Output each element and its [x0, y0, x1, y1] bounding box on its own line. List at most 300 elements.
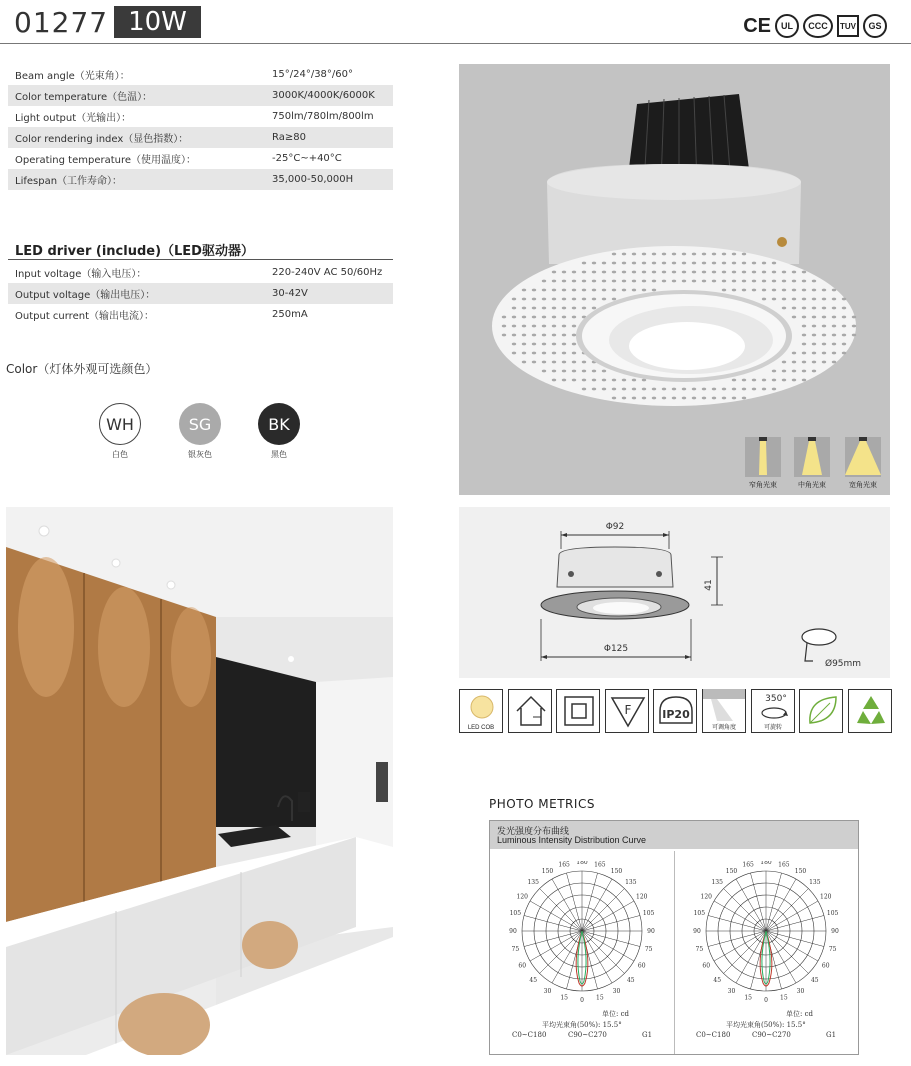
color-options-title: Color（灯体外观可选颜色） [6, 362, 158, 376]
adjustable-angle-icon [702, 689, 746, 733]
dimension-drawing-panel [459, 507, 890, 678]
perforation-hole [542, 334, 546, 337]
color-swatch-label: 白色 [112, 450, 128, 459]
perforation-hole [822, 361, 826, 364]
polar-angle-label: 105 [693, 910, 706, 918]
polar-spoke [530, 931, 582, 961]
spec-label: Input voltage（输入电压）： [15, 269, 147, 280]
perforation-hole [742, 280, 746, 283]
spec-value: 220-240V AC 50/60Hz [272, 267, 383, 278]
perforation-hole [622, 379, 626, 382]
perforation-hole [832, 316, 836, 319]
perforation-hole [712, 262, 716, 265]
perforation-hole [532, 316, 536, 319]
f-mark-icon [605, 689, 649, 733]
perforation-hole [752, 271, 756, 274]
perforation-hole [502, 325, 506, 328]
spec-row [8, 262, 393, 283]
polar-angle-label: 135 [625, 879, 637, 887]
perforation-hole [822, 334, 826, 337]
perforation-hole [512, 298, 516, 301]
spec-label: Color temperature（色温）： [15, 92, 153, 103]
polar-angle-label: 180 [576, 861, 588, 866]
perforation-hole [712, 253, 716, 256]
feature-label: 可旋转 [763, 725, 782, 731]
perforation-hole [732, 262, 736, 265]
perforation-hole [622, 289, 626, 292]
polar-angle-label: 0 [764, 997, 768, 1004]
polar-spoke [582, 931, 640, 947]
perforation-hole [572, 316, 576, 319]
polar-spoke [708, 915, 766, 931]
perforation-hole [842, 307, 846, 310]
perforation-hole [542, 307, 546, 310]
perforation-hole [622, 253, 626, 256]
polar-angle-label: 60 [637, 962, 646, 970]
polar-angle-label: 0 [580, 997, 584, 1004]
perforation-hole [712, 388, 716, 391]
perforation-hole [562, 289, 566, 292]
dimension-drawing [459, 507, 890, 678]
perforation-hole [732, 379, 736, 382]
polar-spoke [724, 931, 766, 973]
perforation-hole [692, 253, 696, 256]
spec-label: Output voltage（输出电压）： [15, 290, 156, 301]
polar-spoke [582, 879, 612, 931]
perforation-hole [522, 316, 526, 319]
perforation-hole [782, 361, 786, 364]
perforation-hole [542, 289, 546, 292]
perforation-hole [552, 325, 556, 328]
legend-c90: C90~C270 [752, 1031, 791, 1039]
polar-angle-label: 90 [509, 928, 517, 935]
perforation-hole [562, 325, 566, 328]
perforation-hole [642, 262, 646, 265]
certification-marks [743, 14, 887, 38]
polar-angle-label: 45 [626, 976, 635, 984]
perforation-hole [782, 307, 786, 310]
color-swatch-black: BK [258, 403, 300, 445]
perforation-hole [652, 289, 656, 292]
spec-row [8, 127, 393, 148]
perforation-hole [612, 262, 616, 265]
perforation-hole [652, 397, 656, 400]
gs-mark-icon: GS [863, 14, 887, 38]
perforation-hole [512, 307, 516, 310]
polar-angle-label: 15 [560, 994, 568, 1002]
polar-angle-label: 150 [541, 868, 554, 876]
perforation-hole [522, 298, 526, 301]
chart-divider [674, 851, 675, 1054]
perforation-hole [512, 325, 516, 328]
perforation-hole [522, 307, 526, 310]
perforation-hole [542, 298, 546, 301]
spec-label: Light output（光输出）： [15, 113, 132, 124]
perforation-hole [852, 325, 856, 328]
perforation-hole [572, 289, 576, 292]
perforation-hole [732, 271, 736, 274]
perforation-hole [562, 307, 566, 310]
perforation-hole [752, 280, 756, 283]
perforation-hole [682, 280, 686, 283]
perforation-hole [682, 262, 686, 265]
perforation-hole [782, 280, 786, 283]
beam-narrow-label: 窄角光束 [749, 482, 777, 489]
polar-angle-label: 30 [796, 987, 805, 995]
perforation-hole [632, 262, 636, 265]
power-badge: 10W [114, 6, 201, 38]
perforation-hole [812, 289, 816, 292]
perforation-hole [602, 298, 606, 301]
spec-table [8, 64, 393, 190]
polar-angle-label: 45 [810, 976, 819, 984]
perforation-hole [672, 253, 676, 256]
perforation-hole [772, 289, 776, 292]
perforation-hole [692, 397, 696, 400]
header-divider [0, 43, 911, 44]
perforation-hole [842, 298, 846, 301]
polar-angle-label: 135 [809, 879, 821, 887]
perforation-hole [822, 289, 826, 292]
driver-section-title: LED driver (include)（LED驱动器） [15, 244, 254, 259]
perforation-hole [762, 280, 766, 283]
downlight-product-image [459, 64, 890, 495]
perforation-hole [622, 280, 626, 283]
perforation-hole [772, 388, 776, 391]
spec-value: 30-42V [272, 288, 308, 299]
perforation-hole [772, 298, 776, 301]
perforation-hole [722, 262, 726, 265]
polar-spoke [582, 873, 598, 931]
perforation-hole [622, 262, 626, 265]
spec-value: Ra≥80 [272, 132, 306, 143]
perforation-hole [532, 325, 536, 328]
perforation-hole [582, 262, 586, 265]
perforation-hole [702, 397, 706, 400]
perforation-hole [572, 379, 576, 382]
photo-metrics-panel [489, 820, 859, 1055]
perforation-hole [682, 397, 686, 400]
perforation-hole [792, 307, 796, 310]
perforation-hole [522, 325, 526, 328]
perforation-hole [832, 289, 836, 292]
perforation-hole [592, 370, 596, 373]
led-cob-icon [459, 689, 503, 733]
curve-code: G1 [826, 1031, 837, 1039]
perforation-hole [602, 289, 606, 292]
perforation-hole [842, 316, 846, 319]
perforation-hole [802, 271, 806, 274]
polar-spoke [708, 931, 766, 947]
perforation-hole [632, 280, 636, 283]
perforation-hole [562, 298, 566, 301]
perforation-hole [742, 262, 746, 265]
perforation-hole [822, 316, 826, 319]
polar-angle-label: 165 [778, 861, 790, 869]
perforation-hole [792, 379, 796, 382]
color-swatch-white: WH [99, 403, 141, 445]
ip20-icon [653, 689, 697, 733]
perforation-hole [822, 352, 826, 355]
polar-spoke [540, 931, 582, 973]
perforation-hole [592, 379, 596, 382]
perforation-hole [612, 388, 616, 391]
beam-angle-note: 平均光束角(50%): 15.5° [726, 1021, 806, 1029]
perforation-hole [632, 379, 636, 382]
polar-spoke [524, 915, 582, 931]
polar-angle-label: 45 [713, 976, 722, 984]
perforation-hole [552, 289, 556, 292]
perforation-hole [522, 289, 526, 292]
perforation-hole [672, 397, 676, 400]
perforation-hole [802, 298, 806, 301]
perforation-hole [802, 334, 806, 337]
perforation-hole [842, 352, 846, 355]
polar-angle-label: 45 [529, 976, 538, 984]
perforation-hole [572, 352, 576, 355]
perforation-hole [532, 361, 536, 364]
polar-spoke [766, 873, 782, 931]
perforation-hole [602, 370, 606, 373]
perforation-hole [522, 352, 526, 355]
polar-angle-label: 60 [518, 962, 527, 970]
perforation-hole [592, 289, 596, 292]
perforation-hole [762, 388, 766, 391]
perforation-hole [792, 361, 796, 364]
perforation-hole [572, 280, 576, 283]
perforation-hole [632, 289, 636, 292]
polar-spoke [540, 889, 582, 931]
perforation-hole [642, 271, 646, 274]
polar-spoke [766, 901, 818, 931]
perforation-hole [602, 262, 606, 265]
tuv-mark-icon: TUV [837, 15, 859, 37]
polar-spoke [582, 915, 640, 931]
perforation-hole [692, 271, 696, 274]
polar-spoke [582, 889, 624, 931]
polar-angle-label: 75 [695, 945, 704, 953]
polar-angle-label: 120 [820, 893, 832, 901]
perforation-hole [732, 388, 736, 391]
perforation-hole [552, 343, 556, 346]
polar-angle-label: 105 [642, 910, 655, 918]
perforation-hole [772, 379, 776, 382]
perforation-hole [742, 253, 746, 256]
perforation-hole [552, 370, 556, 373]
perforation-hole [652, 280, 656, 283]
perforation-hole [792, 352, 796, 355]
perforation-hole [692, 280, 696, 283]
perforation-hole [762, 298, 766, 301]
perforation-hole [512, 352, 516, 355]
polar-angle-label: 135 [527, 879, 539, 887]
spec-label: Beam angle（光束角）： [15, 71, 130, 82]
polar-angle-label: 120 [700, 893, 712, 901]
perforation-hole [612, 271, 616, 274]
polar-spoke [524, 931, 582, 947]
perforation-hole [772, 280, 776, 283]
perforation-hole [552, 352, 556, 355]
perforation-hole [642, 397, 646, 400]
perforation-hole [562, 316, 566, 319]
perforation-hole [512, 316, 516, 319]
spec-row [8, 304, 393, 325]
polar-spoke [766, 879, 796, 931]
spec-value: -25°C~+40°C [272, 153, 342, 164]
perforation-hole [552, 307, 556, 310]
ce-mark-icon: CE [743, 14, 771, 37]
perforation-hole [682, 253, 686, 256]
perforation-hole [772, 271, 776, 274]
perforation-hole [582, 289, 586, 292]
photo-metrics-title: PHOTO METRICS [489, 797, 595, 811]
perforation-hole [582, 307, 586, 310]
perforation-hole [552, 271, 556, 274]
spec-row [8, 106, 393, 127]
perforation-hole [652, 253, 656, 256]
polar-angle-label: 165 [742, 861, 754, 869]
perforation-hole [632, 253, 636, 256]
perforation-hole [742, 397, 746, 400]
perforation-hole [702, 388, 706, 391]
perforation-hole [742, 289, 746, 292]
perforation-hole [722, 253, 726, 256]
perforation-hole [582, 298, 586, 301]
spec-label: Output current（输出电流）： [15, 311, 154, 322]
perforation-hole [572, 370, 576, 373]
perforation-hole [752, 388, 756, 391]
perforation-hole [752, 262, 756, 265]
beam-medium-label: 中角光束 [798, 482, 826, 489]
driver-spec-table [8, 262, 393, 325]
perforation-hole [792, 289, 796, 292]
perforation-hole [812, 370, 816, 373]
perforation-hole [712, 280, 716, 283]
polar-angle-label: 105 [826, 910, 839, 918]
perforation-hole [762, 262, 766, 265]
perforation-hole [652, 271, 656, 274]
color-swatch-label: 黑色 [271, 450, 287, 459]
polar-spoke [714, 901, 766, 931]
perforation-hole [782, 271, 786, 274]
perforation-hole [722, 289, 726, 292]
perforation-hole [762, 289, 766, 292]
perforation-hole [802, 316, 806, 319]
perforation-hole [662, 397, 666, 400]
perforation-hole [842, 343, 846, 346]
spec-value: 750lm/780lm/800lm [272, 111, 374, 122]
spec-row [8, 169, 393, 190]
polar-angle-label: 90 [831, 928, 839, 935]
polar-angle-label: 30 [543, 987, 552, 995]
perforation-hole [662, 280, 666, 283]
legend-c0: C0~C180 [696, 1031, 731, 1039]
perforation-hole [842, 325, 846, 328]
perforation-hole [512, 343, 516, 346]
feature-label: 可调角度 [711, 725, 736, 731]
perforation-hole [532, 307, 536, 310]
class-ii-icon [556, 689, 600, 733]
perforation-hole [652, 388, 656, 391]
driver-divider [8, 259, 393, 260]
spec-label: Color rendering index（显色指数）： [15, 134, 189, 145]
perforation-hole [832, 325, 836, 328]
polar-angle-label: 15 [780, 994, 788, 1002]
perforation-hole [612, 253, 616, 256]
perforation-hole [582, 370, 586, 373]
perforation-hole [592, 388, 596, 391]
svg-text:F: F [624, 703, 632, 717]
perforation-hole [792, 271, 796, 274]
bottom-diameter-label: Φ125 [603, 644, 629, 654]
perforation-hole [802, 379, 806, 382]
polar-angle-label: 75 [511, 945, 520, 953]
leaf-icon [799, 689, 843, 733]
perforation-hole [742, 388, 746, 391]
polar-spoke [766, 889, 808, 931]
top-diameter-label: Φ92 [605, 522, 625, 532]
curve-title-cn: 发光强度分布曲线 [497, 826, 570, 836]
perforation-hole [542, 316, 546, 319]
perforation-hole [722, 397, 726, 400]
spec-value: 3000K/4000K/6000K [272, 90, 375, 101]
perforation-hole [692, 262, 696, 265]
perforation-hole [592, 280, 596, 283]
perforation-hole [662, 271, 666, 274]
perforation-hole [552, 316, 556, 319]
polar-angle-label: 30 [727, 987, 736, 995]
perforation-hole [732, 397, 736, 400]
perforation-hole [682, 388, 686, 391]
perforation-hole [752, 289, 756, 292]
perforation-hole [522, 343, 526, 346]
spec-row [8, 85, 393, 106]
perforation-hole [752, 379, 756, 382]
beam-narrow-icon [745, 437, 781, 477]
perforation-hole [612, 289, 616, 292]
perforation-hole [832, 307, 836, 310]
perforation-hole [572, 298, 576, 301]
perforation-hole [642, 280, 646, 283]
perforation-hole [782, 289, 786, 292]
perforation-hole [672, 280, 676, 283]
perforation-hole [722, 271, 726, 274]
perforation-hole [832, 298, 836, 301]
perforation-hole [552, 298, 556, 301]
polar-spoke [582, 901, 634, 931]
perforation-hole [562, 343, 566, 346]
perforation-hole [722, 388, 726, 391]
perforation-hole [522, 361, 526, 364]
perforation-hole [822, 298, 826, 301]
perforation-hole [592, 271, 596, 274]
perforation-hole [642, 379, 646, 382]
perforation-hole [622, 388, 626, 391]
perforation-hole [702, 262, 706, 265]
perforation-hole [732, 253, 736, 256]
perforation-hole [782, 298, 786, 301]
polar-spoke [766, 915, 824, 931]
rotate-degree: 350° [765, 694, 787, 704]
curve-title-en: Luminous Intensity Distribution Curve [497, 835, 647, 845]
perforation-hole [582, 388, 586, 391]
perforation-hole [582, 361, 586, 364]
perforation-hole [742, 271, 746, 274]
perforation-hole [822, 325, 826, 328]
perforation-hole [672, 388, 676, 391]
perforation-hole [592, 262, 596, 265]
feature-label: LED COB [467, 725, 495, 731]
